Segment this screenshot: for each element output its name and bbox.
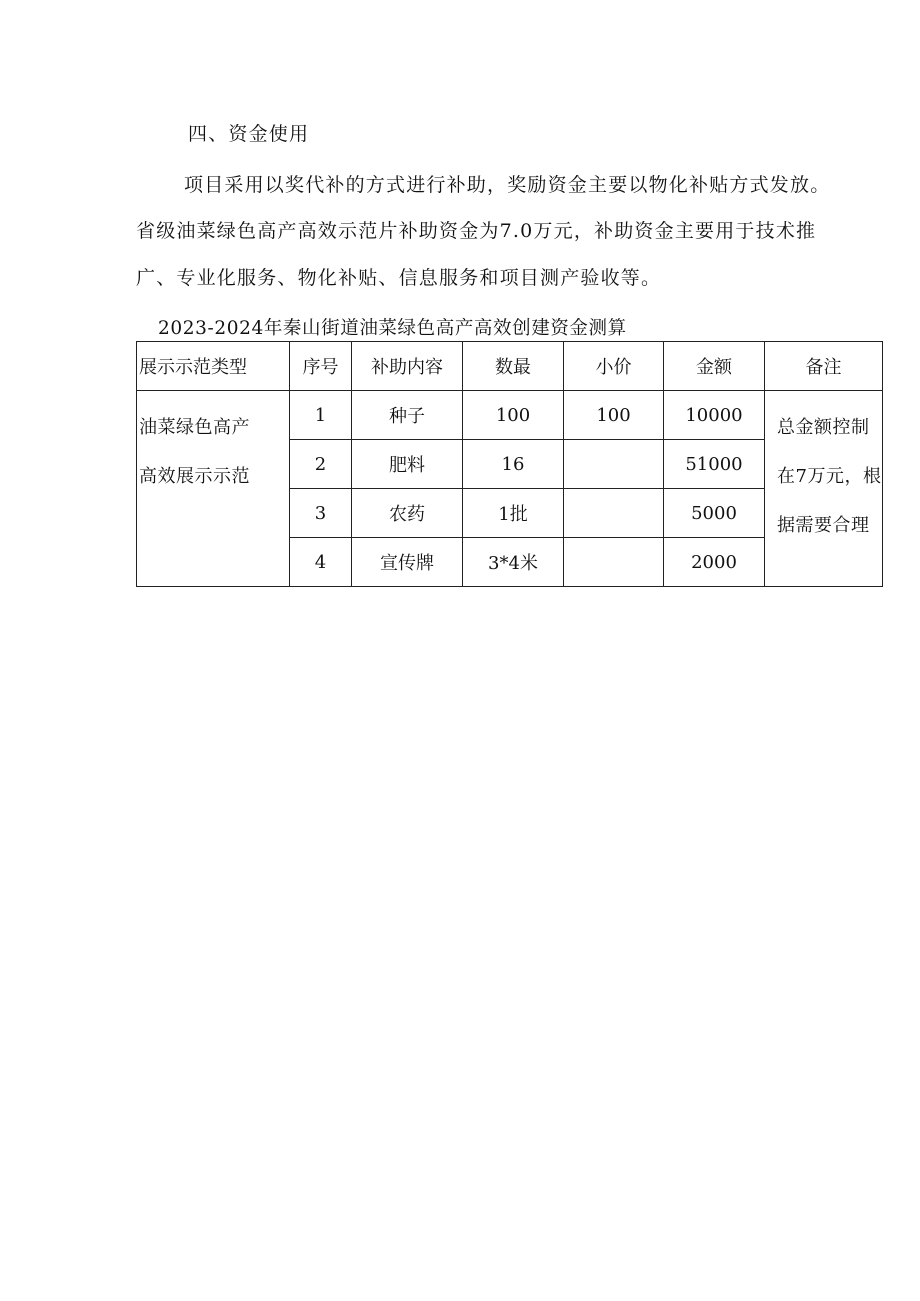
budget-table [136, 341, 883, 587]
header-no: 序号 [290, 342, 352, 391]
row-amount: 2000 [664, 538, 765, 587]
row-amount: 51000 [664, 440, 765, 489]
table-caption: 2023-2024年秦山街道油菜绿色高产高效创建资金测算 [158, 318, 627, 339]
demo-type-line-2: 高效展示示范 [139, 466, 250, 487]
row-price [564, 538, 664, 587]
row-content: 宣传牌 [352, 538, 463, 587]
row-no: 4 [290, 538, 352, 587]
demo-type-cell [137, 391, 290, 587]
row-no: 2 [290, 440, 352, 489]
row-price: 100 [564, 391, 664, 440]
row-qty: 1批 [463, 489, 564, 538]
row-content: 肥料 [352, 440, 463, 489]
row-price [564, 440, 664, 489]
paragraph-line-2: 省级油菜绿色高产高效示范片补助资金为7.0万元，补助资金主要用于技术推 [136, 220, 817, 242]
row-no: 1 [290, 391, 352, 440]
note-cell: 总金额控制在7万元，根据需要合理 [765, 391, 883, 587]
row-qty: 100 [463, 391, 564, 440]
header-note: 备注 [765, 342, 883, 391]
row-no: 3 [290, 489, 352, 538]
demo-type-line-1: 油菜绿色高产 [139, 417, 250, 438]
table-row [137, 391, 883, 440]
paragraph-line-3: 广、专业化服务、物化补贴、信息服务和项目测产验收等。 [136, 267, 662, 289]
header-type: 展示示范类型 [137, 342, 290, 391]
row-amount: 10000 [664, 391, 765, 440]
header-amount: 金额 [664, 342, 765, 391]
row-price [564, 489, 664, 538]
header-content: 补助内容 [352, 342, 463, 391]
row-content: 种子 [352, 391, 463, 440]
row-qty: 3*4米 [463, 538, 564, 587]
header-qty: 数最 [463, 342, 564, 391]
section-heading: 四、资金使用 [188, 123, 310, 145]
row-qty: 16 [463, 440, 564, 489]
header-price: 小价 [564, 342, 664, 391]
paragraph-line-1: 项目采用以奖代补的方式进行补助，奖励资金主要以物化补贴方式发放。 [184, 174, 831, 196]
row-amount: 5000 [664, 489, 765, 538]
table-header-row [137, 342, 883, 391]
row-content: 农药 [352, 489, 463, 538]
